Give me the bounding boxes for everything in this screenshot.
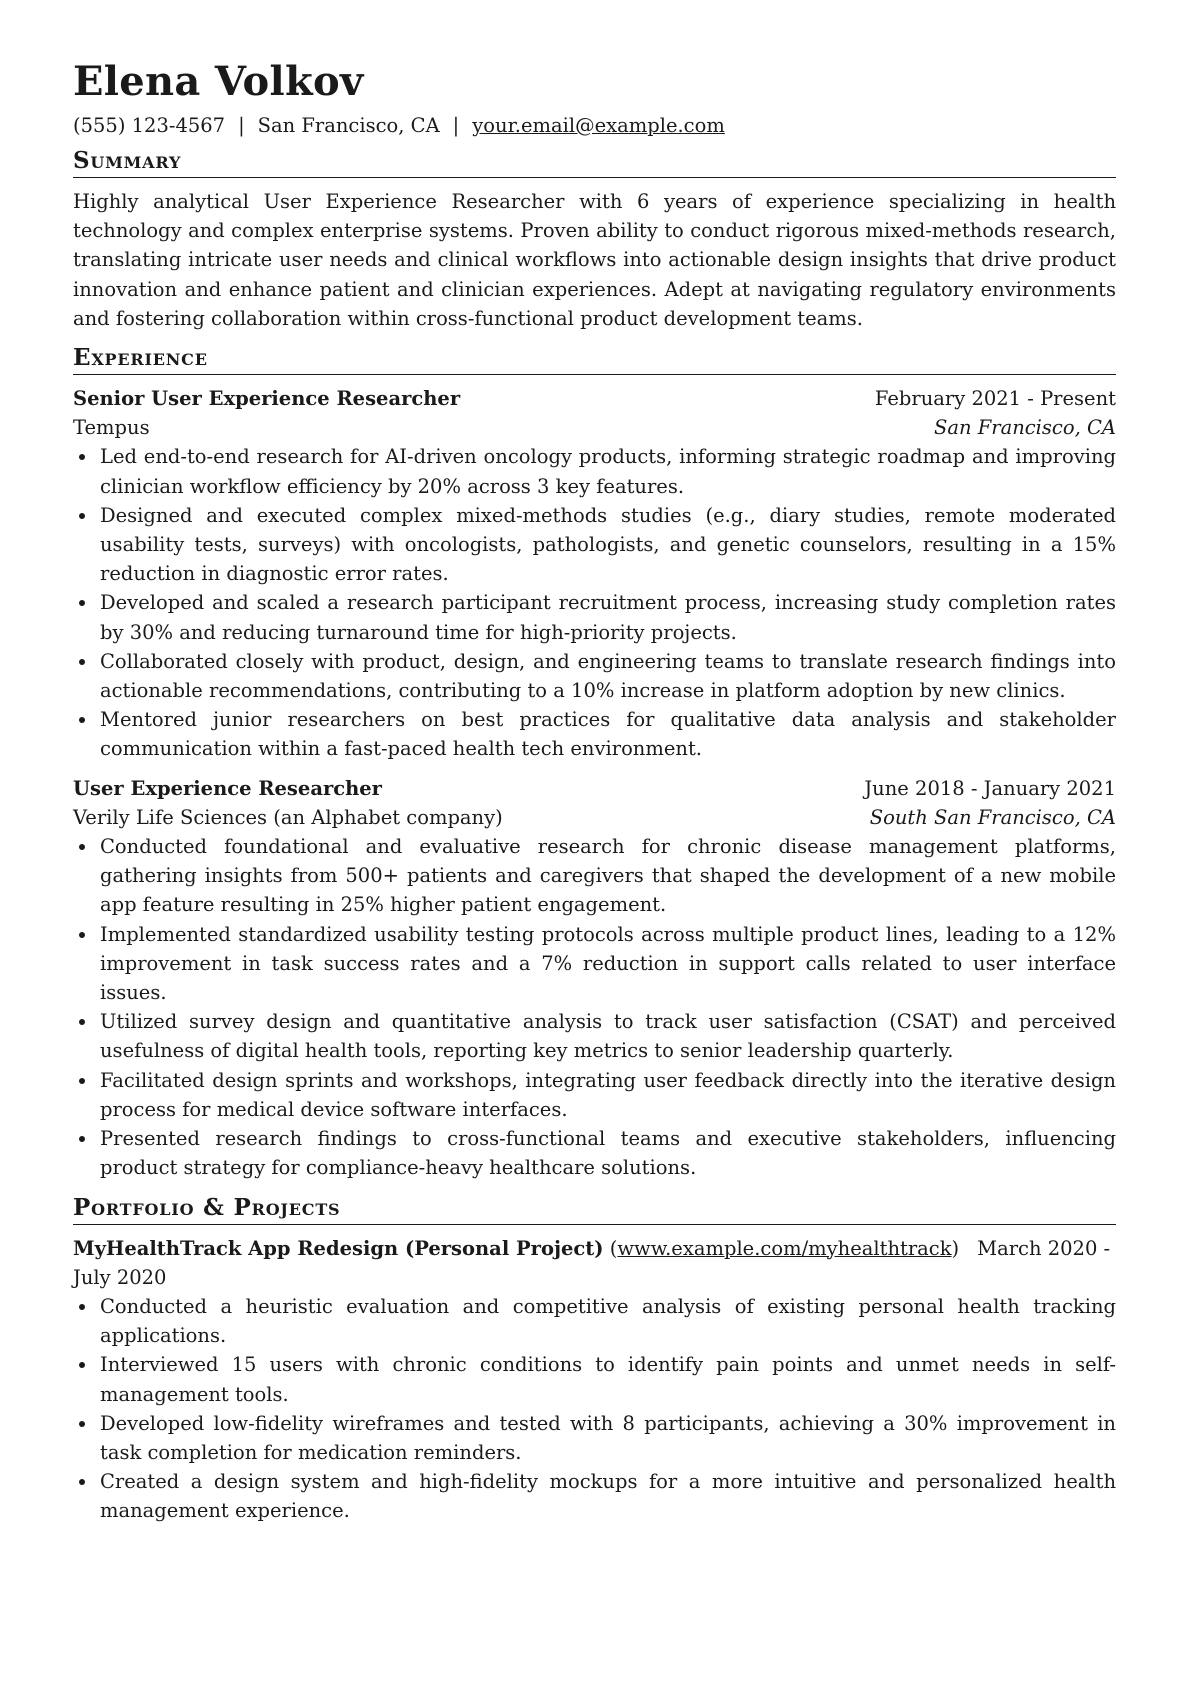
bullet-item: Collaborated closely with product, design, and engineering teams to translate research findings into actionable recommendations, contributing to a 10% increase in platform adoption by new clinics. [73,647,1116,705]
email-link[interactable]: your.email@example.com [472,114,725,137]
job-entry [73,774,1116,1183]
project-link[interactable]: www.example.com/myhealthtrack [617,1236,952,1260]
job-bullets [73,442,1116,763]
bullet-item: Developed low-fidelity wireframes and tested with 8 participants, achieving a 30% improvement in task completion for medication reminders. [73,1409,1116,1467]
job-entry [73,384,1116,764]
bullet-item: Developed and scaled a research participant recruitment process, increasing study completion rates by 30% and reducing turnaround time for high-priority projects. [73,588,1116,646]
projects-heading: Portfolio & Projects [73,1193,1116,1225]
company-name: Tempus [73,416,150,440]
job-dates: June 2018 - January 2021 [864,776,1116,800]
job-company-row [73,803,1116,832]
job-dates: February 2021 - Present [874,387,1116,411]
job-title-row [73,384,1116,413]
summary-heading: Summary [73,146,1116,178]
bullet-item: Interviewed 15 users with chronic conditions to identify pain points and unmet needs in self-management tools. [73,1350,1116,1408]
link-paren: ) [951,1236,960,1260]
experience-heading: Experience [73,343,1116,375]
contact-separator: | [452,114,460,137]
job-title: User Experience Researcher [73,776,382,800]
job-bullets [73,832,1116,1182]
project-entry [73,1234,1116,1526]
projects-list [73,1234,1116,1526]
bullet-item: Presented research findings to cross-functional teams and executive stakeholders, influencing product strategy for compliance-heavy healthcare solutions. [73,1124,1116,1182]
company-name: Verily Life Sciences (an Alphabet company) [73,805,503,829]
bullet-item: Mentored junior researchers on best practices for qualitative data analysis and stakeholder communication within a fast-paced health tech environment. [73,705,1116,763]
bullet-item: Led end-to-end research for AI-driven oncology products, informing strategic roadmap and improving clinician workflow efficiency by 20% across 3 key features. [73,442,1116,500]
project-bullets [73,1292,1116,1526]
contact-line [73,112,1116,140]
bullet-item: Conducted foundational and evaluative research for chronic disease management platforms, gathering insights from 500+ patients and caregivers that shaped the development of a new mobile app feature resulting in 25% higher patient engagement. [73,832,1116,920]
bullet-item: Conducted a heuristic evaluation and competitive analysis of existing personal health tracking applications. [73,1292,1116,1350]
bullet-item: Created a design system and high-fidelity mockups for a more intuitive and personalized health management experience. [73,1467,1116,1525]
bullet-item: Implemented standardized usability testing protocols across multiple product lines, leading to a 12% improvement in task success rates and a 7% reduction in support calls related to user interface issues. [73,920,1116,1008]
candidate-name: Elena Volkov [73,58,364,105]
experience-list [73,384,1116,1182]
location: San Francisco, CA [257,114,440,137]
bullet-item: Facilitated design sprints and workshops, integrating user feedback directly into the iterative design process for medical device software interfaces. [73,1066,1116,1124]
job-title-row [73,774,1116,803]
job-location: San Francisco, CA [933,416,1116,440]
summary-text: Highly analytical User Experience Researcher with 6 years of experience specializing in health technology and complex enterprise systems. Proven ability to conduct rigorous mixed-methods research, translating intricate user needs and clinical workflows into actionable design insights that drive product innovation and enhance patient and clinician experiences. Adept at navigating regulatory environments and fostering collaboration within cross-functional product development teams. [73,190,1116,330]
contact-separator: | [238,114,245,137]
link-paren: ( [609,1236,618,1260]
job-location: South San Francisco, CA [869,805,1116,829]
phone-number: (555) 123-4567 [73,114,226,137]
job-company-row [73,413,1116,442]
project-header [73,1234,1116,1292]
project-dates: March 2020 - July 2020 [73,1236,1111,1289]
bullet-item: Designed and executed complex mixed-methods studies (e.g., diary studies, remote moderated usability tests, surveys) with oncologists, pathologists, and genetic counselors, resulting in a 15% reduction in diagnostic error rates. [73,501,1116,589]
project-title: MyHealthTrack App Redesign (Personal Project) [73,1236,604,1260]
job-title: Senior User Experience Researcher [73,387,461,411]
bullet-item: Utilized survey design and quantitative analysis to track user satisfaction (CSAT) and perceived usefulness of digital health tools, reporting key metrics to senior leadership quarterly. [73,1007,1116,1065]
